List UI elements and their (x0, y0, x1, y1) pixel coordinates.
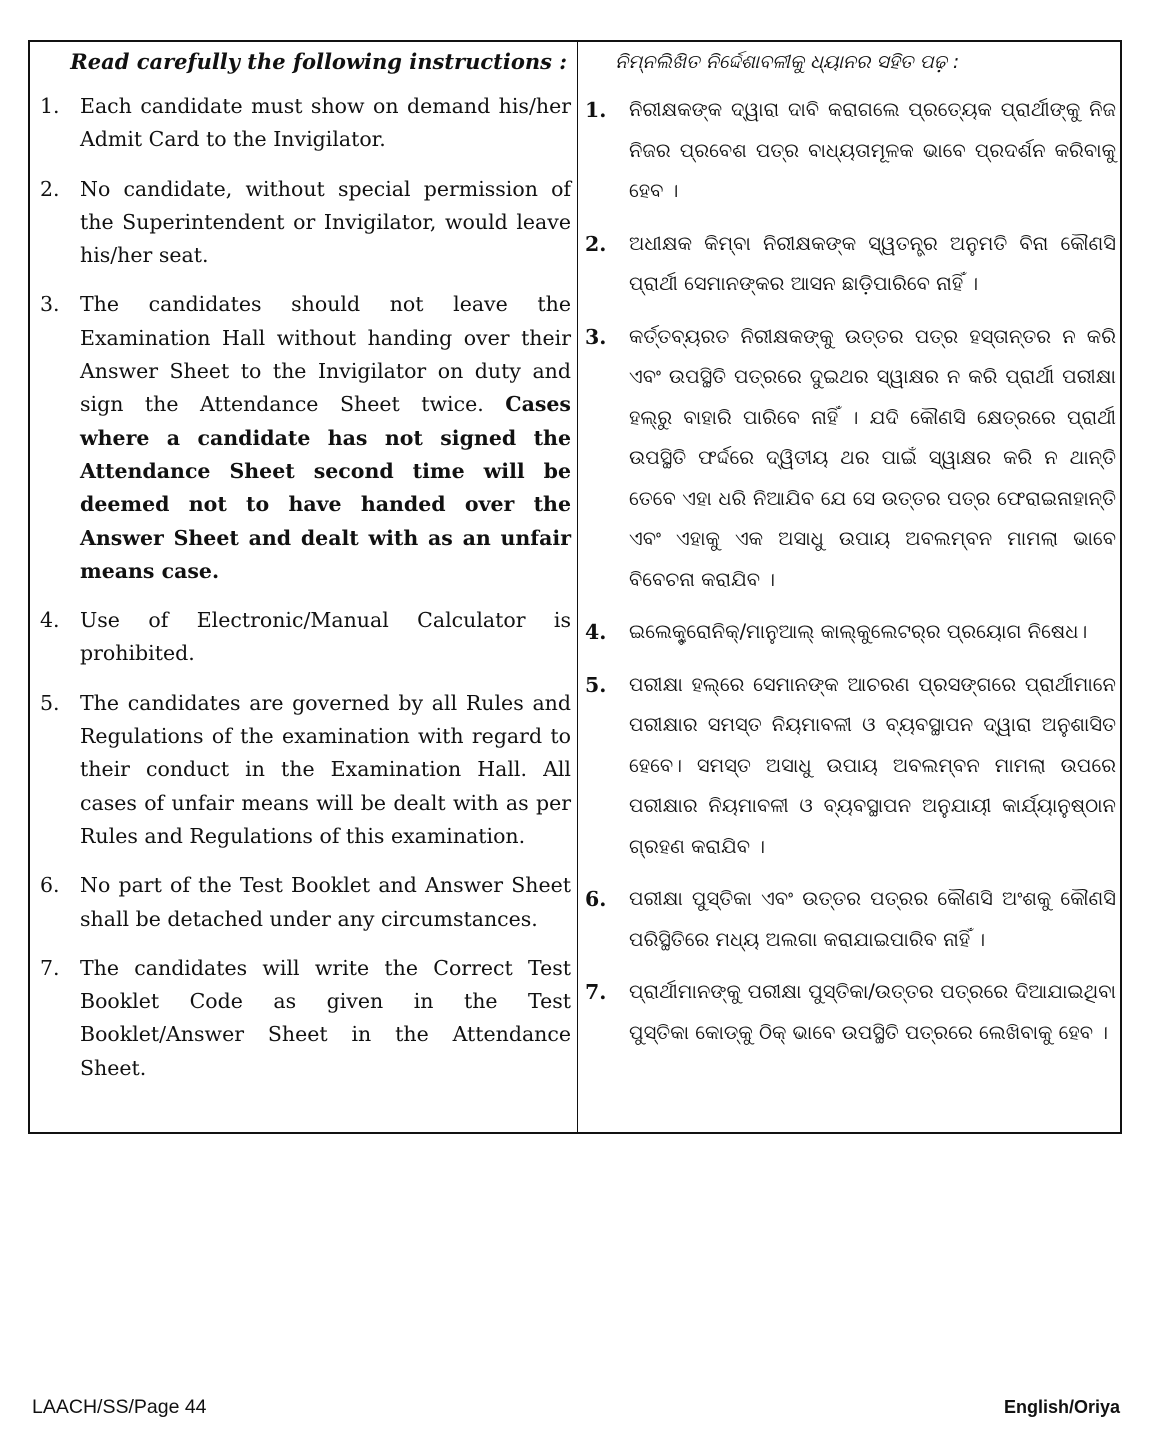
item-number: 6. (40, 873, 60, 898)
page-code: LAACH/SS/Page 44 (32, 1396, 207, 1418)
oriya-column (579, 42, 1124, 1132)
item-text: Use of Electronic/Manual Calculator is prohibited. (80, 608, 571, 666)
language-label: English/Oriya (1003, 1397, 1120, 1417)
item-text: ଇଲେକ୍ଟ୍ରୋନିକ୍/ମାନୁଆଲ୍ କାଲ୍‌କୁଲେଟର୍‌ର ପ୍ରୟୋଗ ନିଷେଧ। (629, 620, 1088, 643)
item-text: ପରୀକ୍ଷା ପୁସ୍ତିକା ଏବଂ ଉତ୍ତର ପତ୍ରର କୌଣସି ଅଂଶକୁ କୌଣସି ପରିସ୍ଥିତିରେ ମଧ୍ୟ ଅଲଗା କରାଯାଇପାରିବ ନାହିଁ । (629, 887, 1116, 951)
item-number: 2. (585, 231, 607, 256)
english-heading: Read carefully the following instructions : (70, 49, 567, 74)
item-text: ପ୍ରାର୍ଥୀମାନଙ୍କୁ ପରୀକ୍ଷା ପୁସ୍ତିକା/ଉତ୍ତର ପତ୍ରରେ ଦିଆଯାଇଥିବା ପୁସ୍ତିକା କୋଡ୍‌କୁ ଠିକ୍ ଭାବେ ଉପସ୍ଥିତି ପତ୍ରରେ ଲେଖିବାକୁ ହେବ । (629, 980, 1116, 1044)
item-text: କର୍ତ୍ତବ୍ୟରତ ନିରୀକ୍ଷକଙ୍କୁ ଉତ୍ତର ପତ୍ର ହସ୍ତାନ୍ତର ନ କରି ଏବଂ ଉପସ୍ଥିତି ପତ୍ରରେ ଦୁଇଥର ସ୍ୱାକ୍ଷର ନ କରି ପ୍ରାର୍ଥୀ ପରୀକ୍ଷା ହଲ୍‌ରୁ ବାହାରି ପାରିବେ ନାହିଁ । ଯଦି କୌଣସି କ୍ଷେତ୍ରରେ ପ୍ରାର୍ଥୀ ଉପସ୍ଥିତି ଫର୍ଦ୍ଦରେ ଦ୍ୱିତୀୟ ଥର ପାଇଁ ସ୍ୱାକ୍ଷର କରି ନ ଥାନ୍ତି ତେବେ ଏହା ଧରି ନିଆଯିବ ଯେ ସେ ଉତ୍ତର ପତ୍ର ଫେରାଇନାହାନ୍ତି ଏବଂ ଏହାକୁ ଏକ ଅସାଧୁ ଉପାୟ ଅବଲମ୍ବନ ମାମଲା ଭାବେ ବିବେଚନା କରାଯିବ । (629, 324, 1116, 591)
oriya-item-5 (585, 665, 1116, 868)
oriya-item-6 (585, 879, 1116, 960)
column-divider (577, 42, 578, 1132)
item-bold-text: Cases where a candidate has not signed the Attendance Sheet second time will be deemed not to have handed over the Answer Sheet and dealt with as an unfair means case. (80, 392, 571, 583)
item-number: 5. (585, 672, 607, 697)
item-text: The candidates should not leave the Examination Hall without handing over their Answer Sheet to the Invigilator on duty and sign the Attendance Sheet twice. (80, 292, 571, 417)
item-number: 1. (40, 94, 60, 118)
item-text: The candidates are governed by all Rules and Regulations of the examination with regard to their conduct in the Examination Hall. All cases of unfair means will be dealt with as per Rules and Regulations of this examination. (80, 690, 571, 848)
english-item-6 (40, 869, 571, 936)
english-item-1 (40, 90, 571, 157)
item-number: 5. (40, 690, 60, 715)
item-text: No part of the Test Booklet and Answer Sheet shall be detached under any circumstances. (80, 873, 571, 931)
english-column (30, 42, 577, 1132)
item-number: 7. (40, 955, 60, 980)
item-text: ପରୀକ୍ଷା ହଲ୍‌ରେ ସେମାନଙ୍କ ଆଚରଣ ପ୍ରସଙ୍ଗରେ ପ୍ରାର୍ଥୀମାନେ ପରୀକ୍ଷାର ସମସ୍ତ ନିୟମାବଳୀ ଓ ବ୍ୟବସ୍ଥାପନ ଦ୍ୱାରା ଅନୁଶାସିତ ହେବେ। ସମସ୍ତ ଅସାଧୁ ଉପାୟ ଅବଲମ୍ବନ ମାମଲା ଉପରେ ପରୀକ୍ଷାର ନିୟମାବଳୀ ଓ ବ୍ୟବସ୍ଥାପନ ଅନୁଯାୟୀ କାର୍ଯ୍ୟାନୁଷ୍ଠାନ ଗ୍ରହଣ କରାଯିବ । (629, 672, 1116, 858)
oriya-heading: ନିମ୍ନଲିଖିତ ନିର୍ଦ୍ଦେଶାବଳୀକୁ ଧ୍ୟାନର ସହିତ ପଢ଼ : (615, 51, 960, 73)
oriya-item-3 (585, 317, 1116, 601)
item-text-wrapper (80, 288, 571, 588)
item-number: 3. (585, 324, 607, 349)
item-number: 4. (585, 620, 607, 644)
english-item-4 (40, 604, 571, 671)
item-number: 3. (40, 292, 60, 317)
oriya-item-4 (585, 612, 1116, 653)
item-text: The candidates will write the Correct Test Booklet Code as given in the Test Booklet/Answer Sheet in the Attendance Sheet. (80, 955, 571, 1080)
item-number: 1. (585, 98, 607, 122)
item-text: ଅଧୀକ୍ଷକ କିମ୍ବା ନିରୀକ୍ଷକଙ୍କ ସ୍ୱତନ୍ତ୍ର ଅନୁମତି ବିନା କୌଣସି ପ୍ରାର୍ଥୀ ସେମାନଙ୍କର ଆସନ ଛାଡ଼ିପାରିବେ ନାହିଁ । (629, 231, 1116, 295)
oriya-item-1 (585, 90, 1116, 212)
item-text: ନିରୀକ୍ଷକଙ୍କ ଦ୍ୱାରା ଦାବି କରାଗଲେ ପ୍ରତ୍ୟେକ ପ୍ରାର୍ଥୀଙ୍କୁ ନିଜ ନିଜର ପ୍ରବେଶ ପତ୍ର ବାଧ୍ୟତାମୂଳକ ଭାବେ ପ୍ରଦର୍ଶନ କରିବାକୁ ହେବ । (629, 98, 1116, 202)
instructions-table (28, 40, 1122, 1134)
item-text: Each candidate must show on demand his/her Admit Card to the Invigilator. (80, 94, 571, 152)
oriya-item-7 (585, 972, 1116, 1053)
item-text: No candidate, without special permission of the Superintendent or Invigilator, would leave his/her seat. (80, 176, 571, 268)
english-item-3 (40, 288, 571, 588)
english-item-7 (40, 952, 571, 1085)
item-number: 6. (585, 887, 607, 911)
item-number: 4. (40, 608, 60, 633)
item-number: 7. (585, 980, 607, 1004)
item-number: 2. (40, 176, 60, 201)
english-item-2 (40, 173, 571, 273)
english-item-5 (40, 687, 571, 853)
oriya-item-2 (585, 224, 1116, 305)
